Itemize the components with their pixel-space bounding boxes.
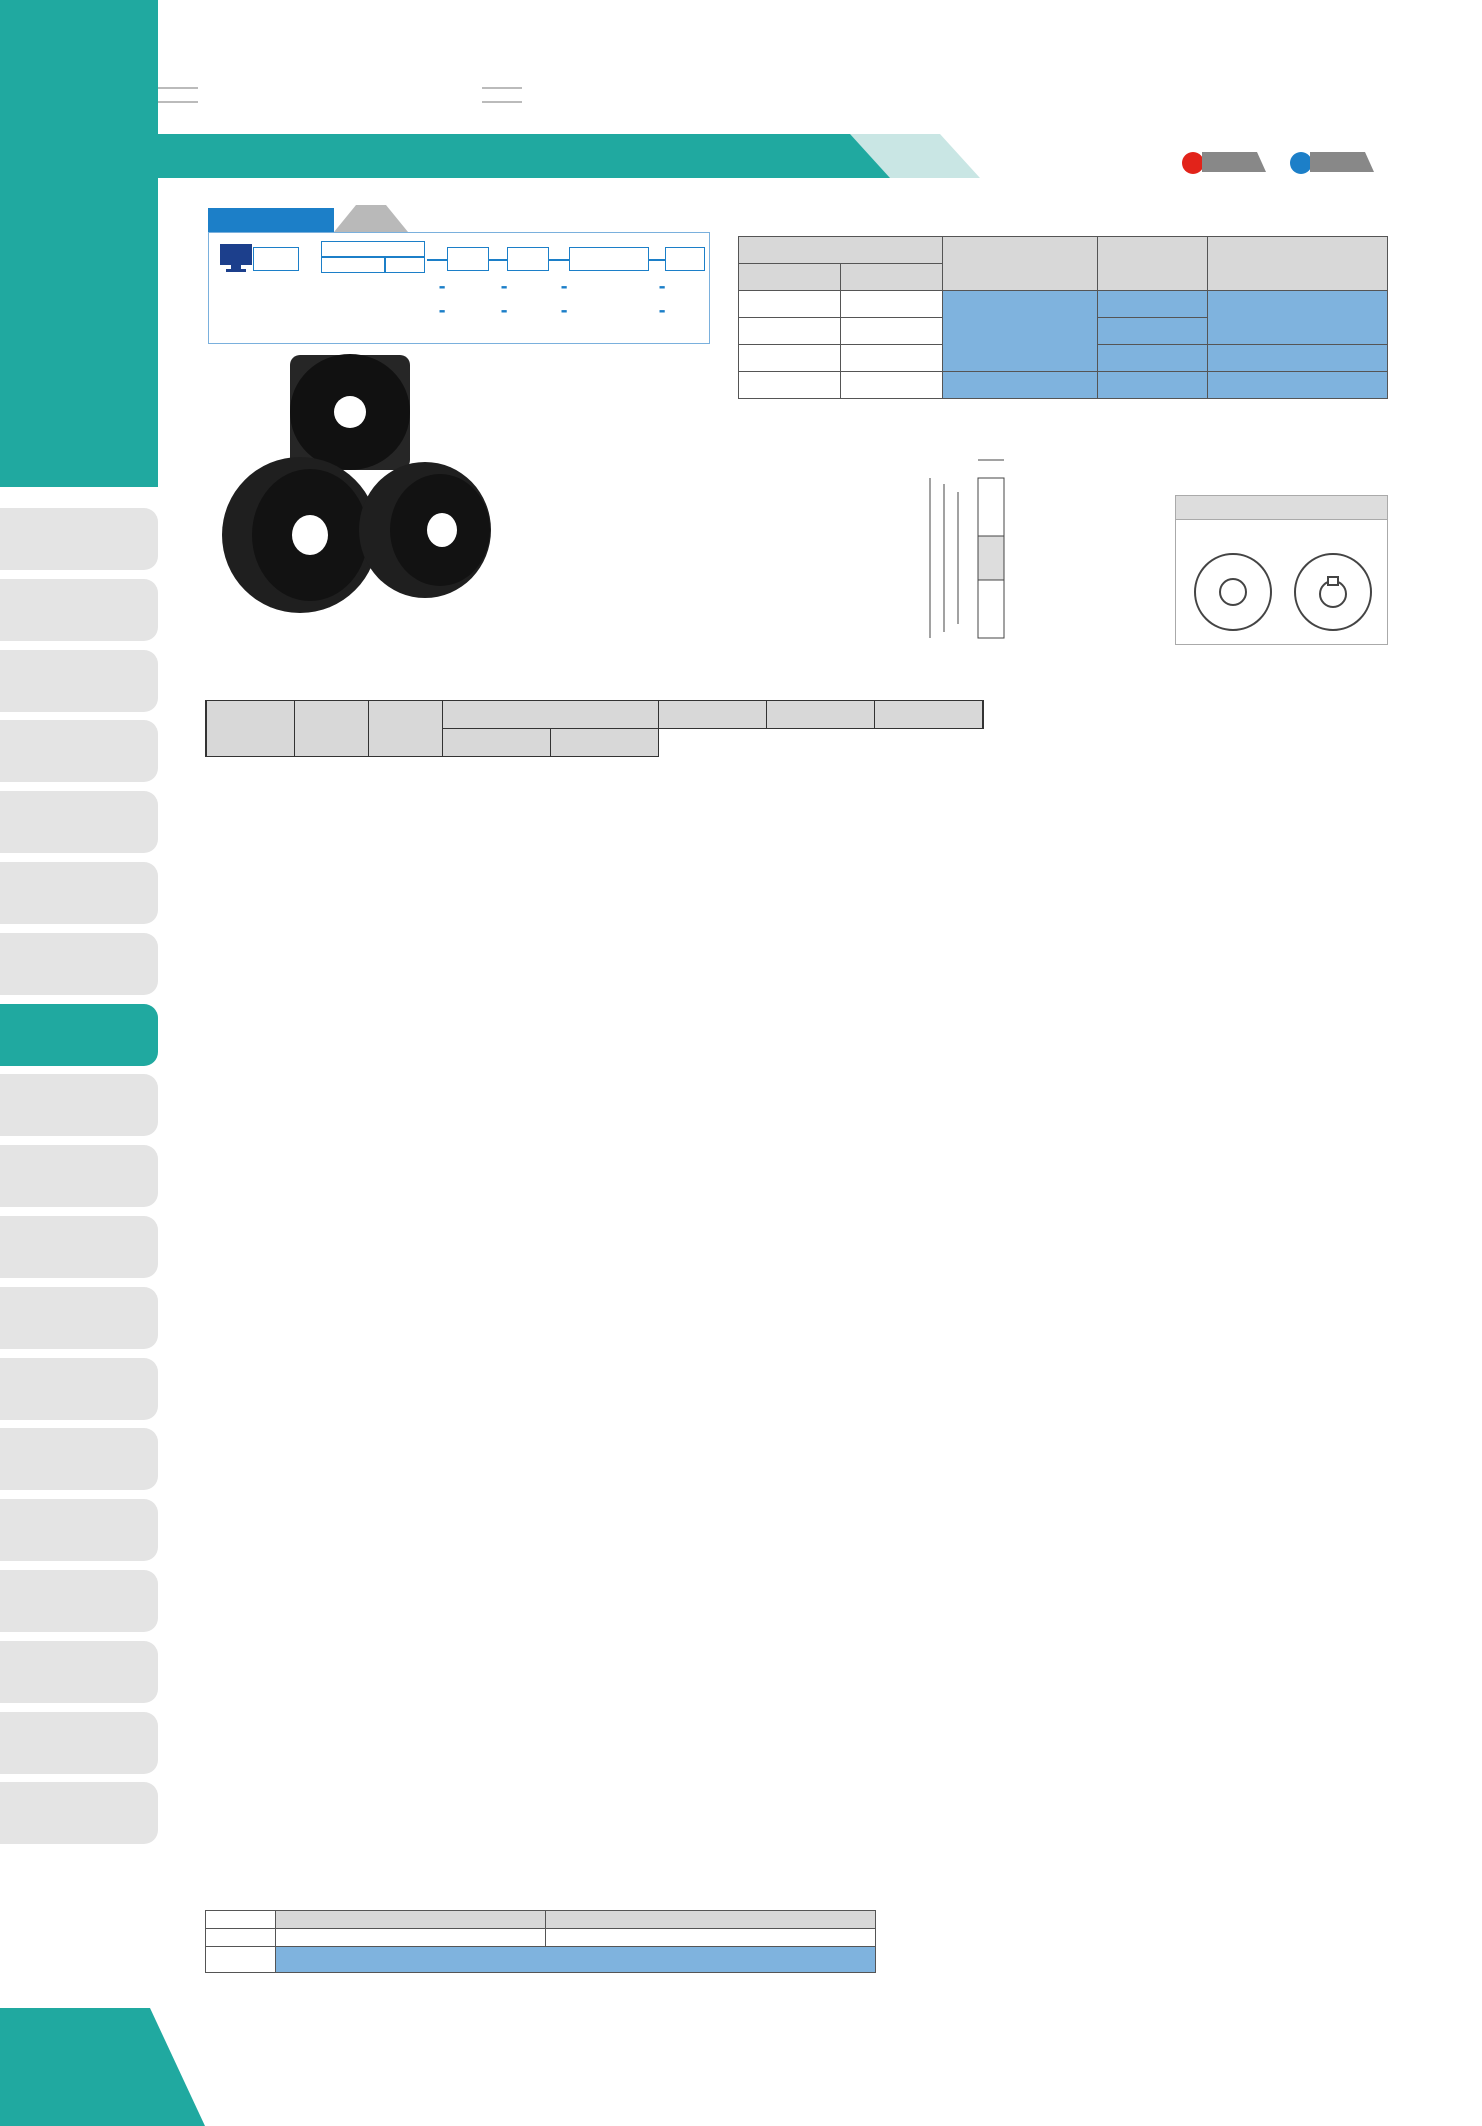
bore-spec-title (1176, 496, 1387, 520)
mat-code (739, 372, 841, 399)
sidebar-item-empty[interactable] (0, 1358, 158, 1420)
head-teeth (207, 701, 295, 757)
extra-label (206, 1911, 276, 1929)
mat-head-code (739, 237, 943, 264)
extra-code1 (276, 1929, 546, 1947)
head-B (295, 701, 369, 757)
guide-col-thickness (507, 247, 549, 271)
mat-hardness (1098, 318, 1208, 345)
mat-code (739, 318, 841, 345)
mat-surface (1208, 372, 1388, 399)
mat-code (841, 318, 943, 345)
mat-surface (1208, 345, 1388, 372)
sidebar-item-empty[interactable] (0, 1499, 158, 1561)
sidebar-item[interactable] (0, 508, 158, 570)
extra-col1 (276, 1911, 546, 1929)
extra-desc-label (206, 1947, 276, 1973)
sidebar-item[interactable] (0, 1216, 158, 1278)
guide-dash: - (559, 277, 570, 297)
guide-col-module (385, 257, 425, 273)
mat-head-hardness (1098, 237, 1208, 291)
mat-head-surface (1208, 237, 1388, 291)
guide-col-shape (569, 247, 649, 271)
sidebar-item[interactable] (0, 1287, 158, 1349)
head-d (659, 701, 767, 729)
spec-table (205, 700, 984, 757)
sidebar-header (0, 0, 158, 487)
mat-hardness (1098, 372, 1208, 399)
extra-col2 (546, 1911, 876, 1929)
sidebar-item[interactable] (0, 1004, 158, 1066)
sidebar-item-empty[interactable] (0, 1428, 158, 1490)
sidebar-item[interactable] (0, 933, 158, 995)
head-shape (369, 701, 443, 757)
guide-dash: - (559, 301, 570, 321)
guide-header (208, 208, 334, 232)
example-tag (253, 247, 299, 271)
guide-dash: - (657, 301, 668, 321)
sidebar-item[interactable] (0, 1074, 158, 1136)
guide-col-type (321, 241, 425, 257)
guide-dash: - (437, 277, 448, 297)
head-Da (767, 701, 875, 729)
guide-dash: - (437, 301, 448, 321)
sidebar-item[interactable] (0, 720, 158, 782)
gear-icon (290, 354, 410, 470)
head-bore (443, 701, 659, 729)
material-table (738, 236, 1388, 399)
mat-material (943, 372, 1098, 399)
sidebar-item[interactable] (0, 791, 158, 853)
monitor-icon (219, 243, 253, 273)
head-G (875, 701, 983, 729)
mat-hardness (1098, 291, 1208, 318)
gear-icon (222, 457, 378, 613)
guide-col-teeth (447, 247, 489, 271)
mat-code (739, 291, 841, 318)
sidebar-item-empty[interactable] (0, 1782, 158, 1844)
extra-processing-table (205, 1910, 876, 1973)
head-key (551, 729, 659, 757)
title-band (158, 134, 978, 178)
mat-hardness (1098, 345, 1208, 372)
extra-code2 (546, 1929, 876, 1947)
mat-material (943, 291, 1098, 372)
guide-col-bore (665, 247, 705, 271)
extra-desc (276, 1947, 876, 1973)
rule (158, 87, 198, 103)
mat-head-material (943, 237, 1098, 291)
guide-dash: - (657, 277, 668, 297)
mat-code (841, 345, 943, 372)
sidebar (0, 0, 158, 2126)
guide-dash: - (499, 301, 510, 321)
sidebar-item-empty[interactable] (0, 1641, 158, 1703)
mat-sub-key (841, 264, 943, 291)
mat-code (841, 372, 943, 399)
gear-icon (359, 462, 491, 598)
sidebar-item[interactable] (0, 1145, 158, 1207)
gear-photo (210, 340, 710, 620)
guide-dash: - (499, 277, 510, 297)
rule (482, 87, 522, 103)
bore-spec-box (1175, 495, 1388, 645)
mat-code (739, 345, 841, 372)
head-torque (983, 701, 984, 729)
sidebar-item[interactable] (0, 862, 158, 924)
sidebar-item-empty[interactable] (0, 1712, 158, 1774)
mat-code (841, 291, 943, 318)
sidebar-item[interactable] (0, 650, 158, 712)
page-number-tab (0, 2008, 205, 2126)
selection-guide (208, 232, 710, 344)
mat-sub-round (739, 264, 841, 291)
guide-col-code (321, 257, 385, 273)
sidebar-item[interactable] (0, 579, 158, 641)
head-round (443, 729, 551, 757)
page-title (208, 140, 218, 173)
sidebar-item-empty[interactable] (0, 1570, 158, 1632)
extra-code-label (206, 1929, 276, 1947)
mat-surface (1208, 291, 1388, 345)
guide-header-accent (334, 205, 408, 232)
